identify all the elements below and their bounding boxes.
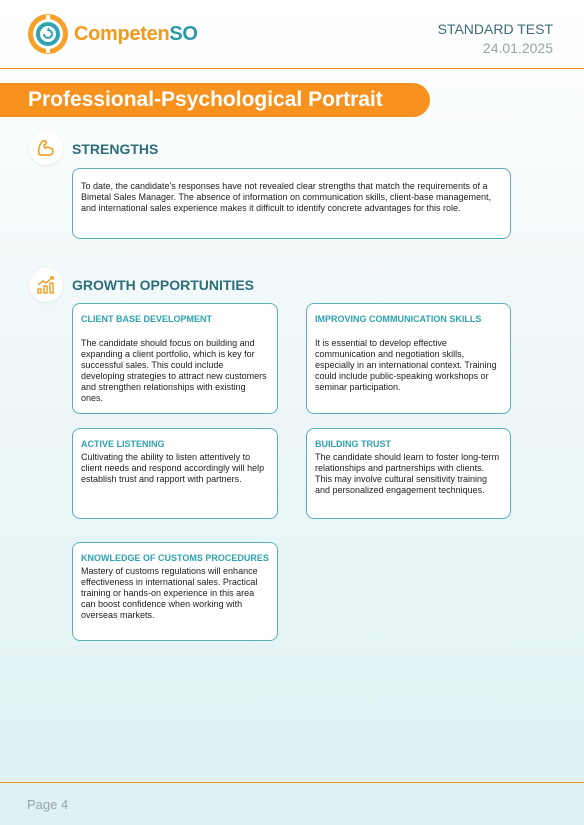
strengths-heading: STRENGTHS — [72, 141, 159, 157]
strengths-box — [72, 168, 511, 239]
growth-card-text: Cultivating the ability to listen attentively to client needs and respond accordingly will help establish trust and rapport with partners. — [81, 452, 265, 484]
growth-card-title: IMPROVING COMMUNICATION SKILLS — [315, 314, 482, 324]
growth-chart-icon — [29, 268, 63, 302]
brand-name: CompetenSO — [74, 22, 198, 45]
test-date: 24.01.2025 — [482, 40, 553, 56]
page-number: Page 4 — [27, 797, 69, 812]
flexed-arm-icon — [29, 131, 63, 165]
growth-card-text: The candidate should learn to foster long-term relationships and partnerships with clients. This may involve cultural sensitivity training and personalized engagement techniques. — [315, 452, 500, 495]
page-title: Professional-Psychological Portrait — [28, 88, 383, 111]
growth-card-text: It is essential to develop effective communication and negotiation skills, especially in an international context. Training could include public-speaking workshops or seminar participation. — [315, 338, 497, 392]
growth-card — [72, 303, 278, 414]
growth-card-text: Mastery of customs regulations will enhance effectiveness in international sales. Practical training or hands-on experience in this area can boost confidence when working with overseas markets. — [81, 566, 258, 620]
growth-card-title: ACTIVE LISTENING — [81, 439, 165, 449]
strengths-text: To date, the candidate's responses have not revealed clear strengths that match the requirements of a Bimetal Sales Manager. The absence of information on communication skills, client-base management, and international sales experience makes it difficult to identify concrete advantages for this role. — [81, 181, 492, 213]
growth-card-title: BUILDING TRUST — [315, 439, 391, 449]
growth-card — [72, 428, 278, 519]
page-header — [0, 0, 584, 68]
growth-heading: GROWTH OPPORTUNITIES — [72, 277, 254, 293]
growth-card-title: CLIENT BASE DEVELOPMENT — [81, 314, 213, 324]
growth-card — [72, 542, 278, 641]
competenso-logo-icon — [27, 13, 69, 55]
growth-card-text: The candidate should focus on building and expanding a client portfolio, which is key for successful sales. This could include developing strategies to attract new customers and strengthen relationships with existing ones. — [81, 338, 267, 403]
test-type: STANDARD TEST — [437, 21, 553, 37]
growth-card-title: KNOWLEDGE OF CUSTOMS PROCEDURES — [81, 553, 269, 563]
footer-divider — [0, 782, 584, 783]
title-banner — [0, 83, 430, 117]
header-divider — [0, 68, 584, 69]
growth-card — [306, 303, 511, 414]
brand-logo — [27, 13, 198, 55]
growth-card — [306, 428, 511, 519]
